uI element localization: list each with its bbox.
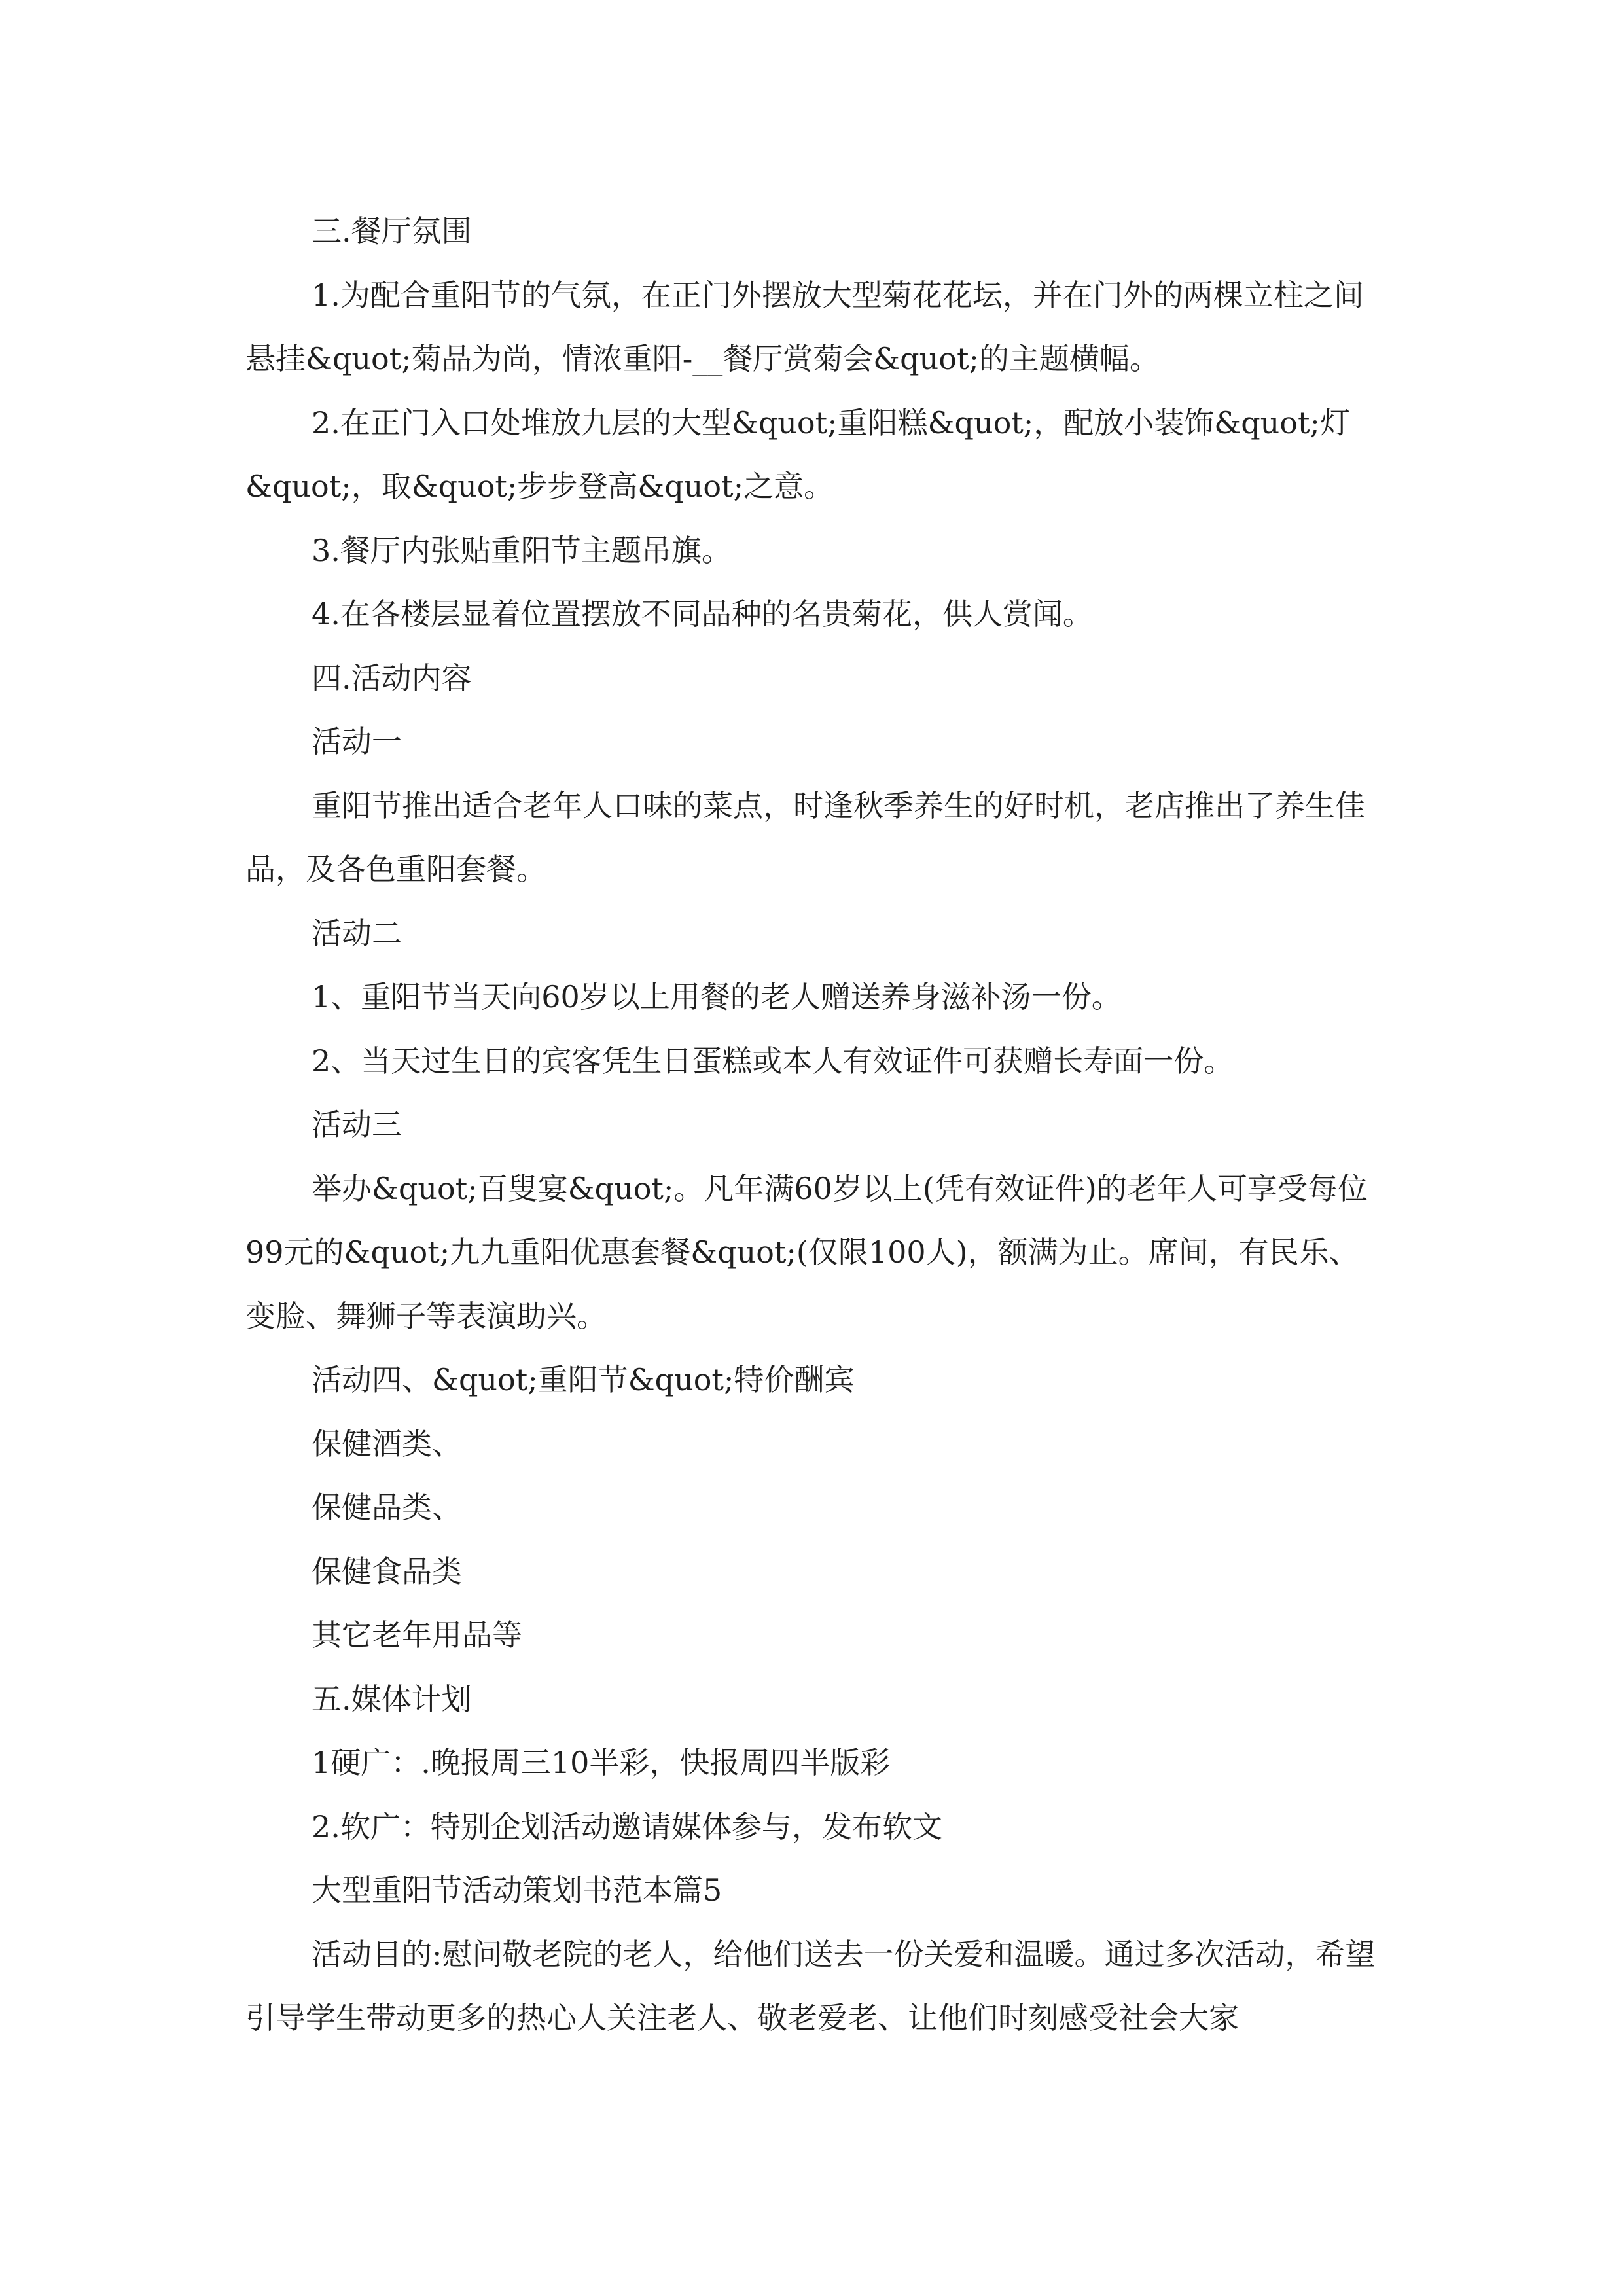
- paragraph: 举办&quot;百叟宴&quot;。凡年满60岁以上(凭有效证件)的老年人可享受每位99元的&quot;九九重阳优惠套餐&quot;(仅限100人)，额满为止。席间，有民乐、变脸、舞狮子等表演助兴。: [245, 1170, 1368, 1334]
- paragraph: 2、当天过生日的宾客凭生日蛋糕或本人有效证件可获赠长寿面一份。: [312, 1043, 1234, 1079]
- section-heading-atmosphere: 三.餐厅氛围: [312, 213, 472, 249]
- list-item: 保健食品类: [312, 1553, 462, 1589]
- paragraph: 重阳节推出适合老年人口味的菜点，时逢秋季养生的好时机，老店推出了养生佳品，及各色重阳套餐。: [245, 787, 1365, 887]
- paragraph: 2.软广：特别企划活动邀请媒体参与，发布软文: [312, 1808, 942, 1844]
- document-title: 大型重阳节活动策划书范本篇5: [312, 1873, 722, 1908]
- document-body: [245, 200, 1381, 2051]
- section-heading-activities: 四.活动内容: [312, 660, 472, 696]
- list-item: 保健品类、: [312, 1490, 462, 1525]
- paragraph: 活动目的:慰问敬老院的老人，给他们送去一份关爱和温暖。通过多次活动，希望引导学生带动更多的热心人关注老人、敬老爱老、让他们时刻感受社会大家: [245, 1936, 1376, 2036]
- paragraph: 4.在各楼层显着位置摆放不同品种的名贵菊花，供人赏闻。: [312, 596, 1093, 632]
- subheading: 活动四、&quot;重阳节&quot;特价酬宾: [312, 1362, 855, 1397]
- list-item: 其它老年用品等: [312, 1617, 522, 1653]
- section-heading-media: 五.媒体计划: [312, 1681, 472, 1717]
- paragraph: 1硬广：.晚报周三10半彩，快报周四半版彩: [312, 1745, 891, 1780]
- paragraph: 2.在正门入口处堆放九层的大型&quot;重阳糕&quot;，配放小装饰&quot;灯&quot;，取&quot;步步登高&quot;之意。: [245, 404, 1350, 504]
- subheading: 活动一: [312, 724, 402, 759]
- list-item: 保健酒类、: [312, 1426, 462, 1462]
- paragraph: 3.餐厅内张贴重阳节主题吊旗。: [312, 532, 732, 568]
- subheading: 活动三: [312, 1107, 402, 1142]
- subheading: 活动二: [312, 915, 402, 951]
- paragraph: 1.为配合重阳节的气氛，在正门外摆放大型菊花花坛，并在门外的两棵立柱之间悬挂&quot;菊品为尚，情浓重阳-__餐厅赏菊会&quot;的主题横幅。: [245, 277, 1364, 376]
- paragraph: 1、重阳节当天向60岁以上用餐的老人赠送养身滋补汤一份。: [312, 979, 1122, 1014]
